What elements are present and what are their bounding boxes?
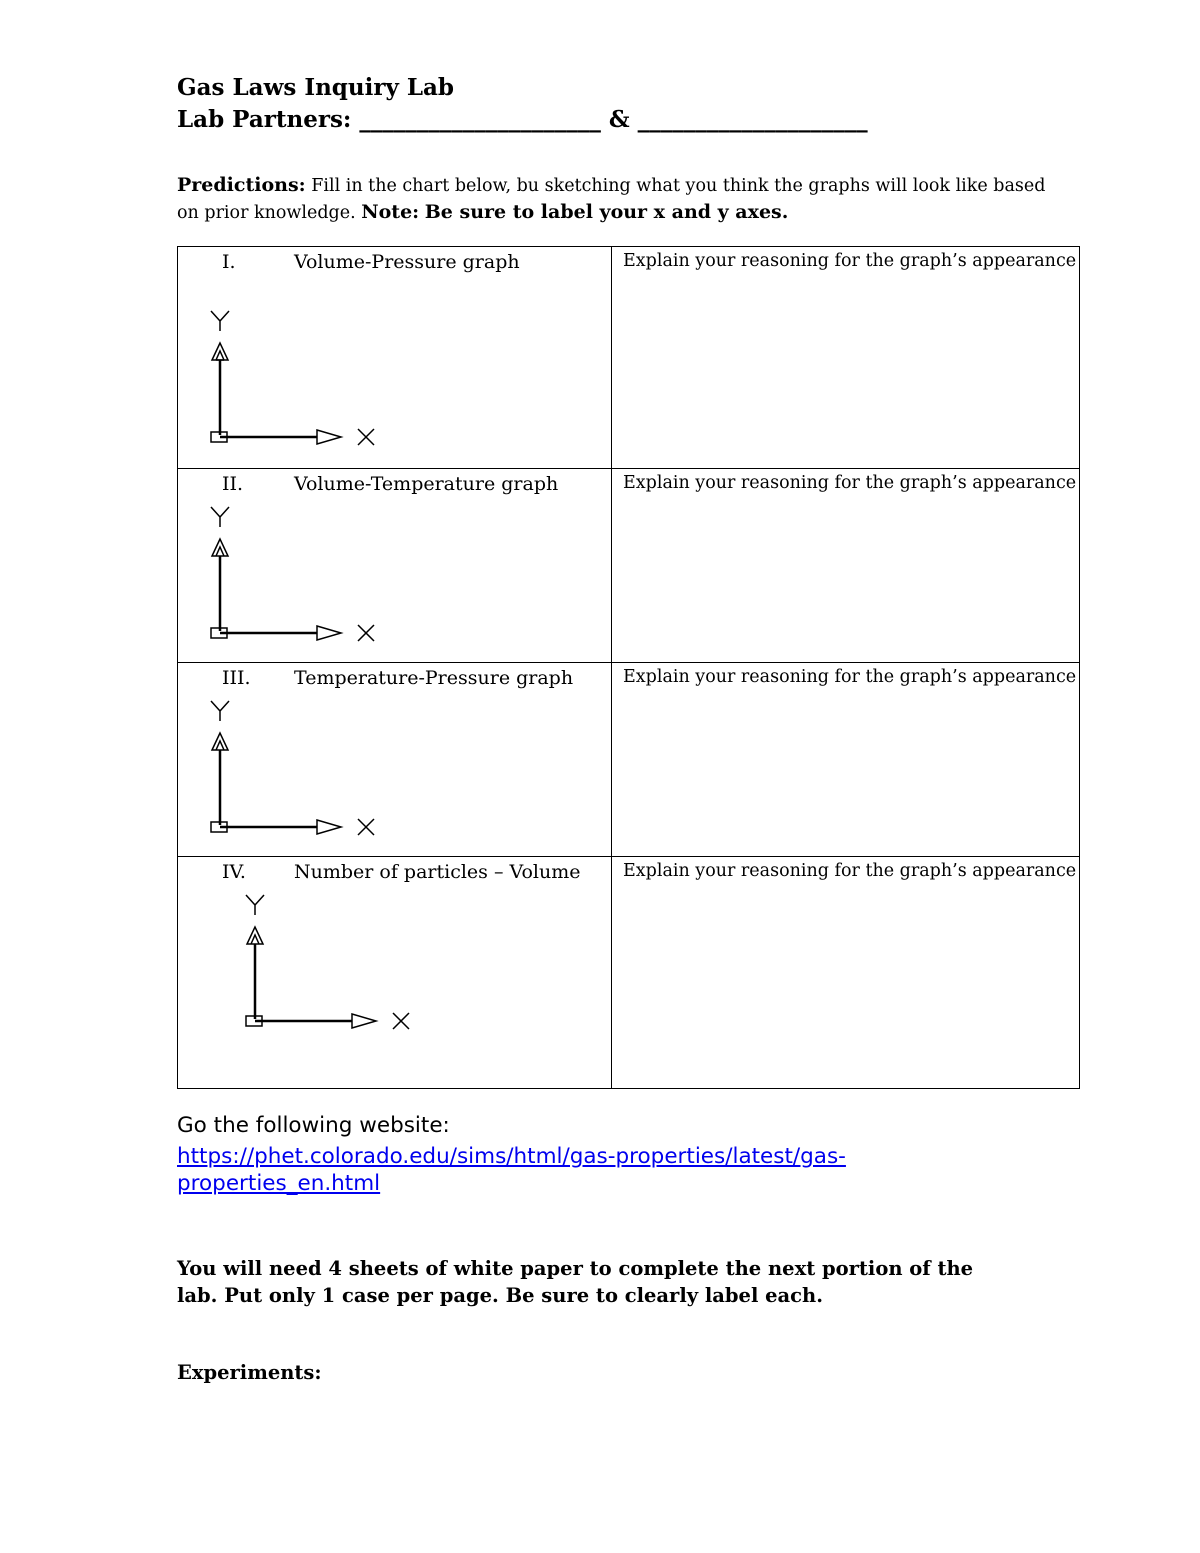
xy-axes-icon — [237, 893, 427, 1033]
graph-cell[interactable] — [178, 469, 612, 663]
experiments-heading: Experiments: — [177, 1361, 322, 1384]
explanation-prompt: Explain your reasoning for the graph’s appearance — [623, 861, 1077, 881]
note-text: Be sure to label your x and y axes. — [424, 201, 789, 223]
row-numeral: III. — [222, 667, 251, 689]
xy-axes-icon — [202, 699, 392, 839]
table-row — [178, 469, 1080, 663]
explanation-cell[interactable] — [612, 469, 1080, 663]
xy-axes-icon — [202, 505, 392, 645]
graph-cell[interactable] — [178, 857, 612, 1089]
explanation-prompt: Explain your reasoning for the graph’s appearance — [623, 251, 1077, 271]
lab-partners-line: Lab Partners: _____________________ & ____________________ — [177, 106, 868, 133]
graph-title: Volume-Temperature graph — [294, 473, 559, 495]
predictions-label: Predictions: — [177, 174, 306, 196]
predictions-text: Fill in the chart below, bu sketching what you think the graphs will look like based on prior knowledge. — [177, 176, 1046, 223]
explanation-cell[interactable] — [612, 663, 1080, 857]
graph-title: Number of particles – Volume — [294, 861, 581, 883]
explanation-prompt: Explain your reasoning for the graph’s appearance — [623, 667, 1077, 687]
explanation-prompt: Explain your reasoning for the graph’s appearance — [623, 473, 1077, 493]
website-intro: Go the following website: — [177, 1113, 450, 1138]
row-numeral: IV. — [222, 861, 246, 883]
graph-title: Temperature-Pressure graph — [294, 667, 574, 689]
graph-cell[interactable] — [178, 247, 612, 469]
table-row — [178, 857, 1080, 1089]
xy-axes-icon — [202, 309, 392, 449]
page-title: Gas Laws Inquiry Lab — [177, 74, 454, 101]
instructions-paragraph: You will need 4 sheets of white paper to complete the next portion of the lab. Put only 1 case per page. Be sure to clearly label each. — [177, 1257, 974, 1307]
explanation-cell[interactable] — [612, 247, 1080, 469]
graph-title: Volume-Pressure graph — [294, 251, 520, 273]
note-label: Note: — [361, 201, 420, 223]
table-row — [178, 247, 1080, 469]
predictions-table — [177, 246, 1080, 1089]
predictions-paragraph — [177, 172, 1057, 226]
graph-cell[interactable] — [178, 663, 612, 857]
row-numeral: II. — [222, 473, 244, 495]
table-row — [178, 663, 1080, 857]
phet-simulation-link[interactable]: https://phet.colorado.edu/sims/html/gas-properties/latest/gas-properties_en.html — [177, 1144, 846, 1196]
explanation-cell[interactable] — [612, 857, 1080, 1089]
row-numeral: I. — [222, 251, 236, 273]
